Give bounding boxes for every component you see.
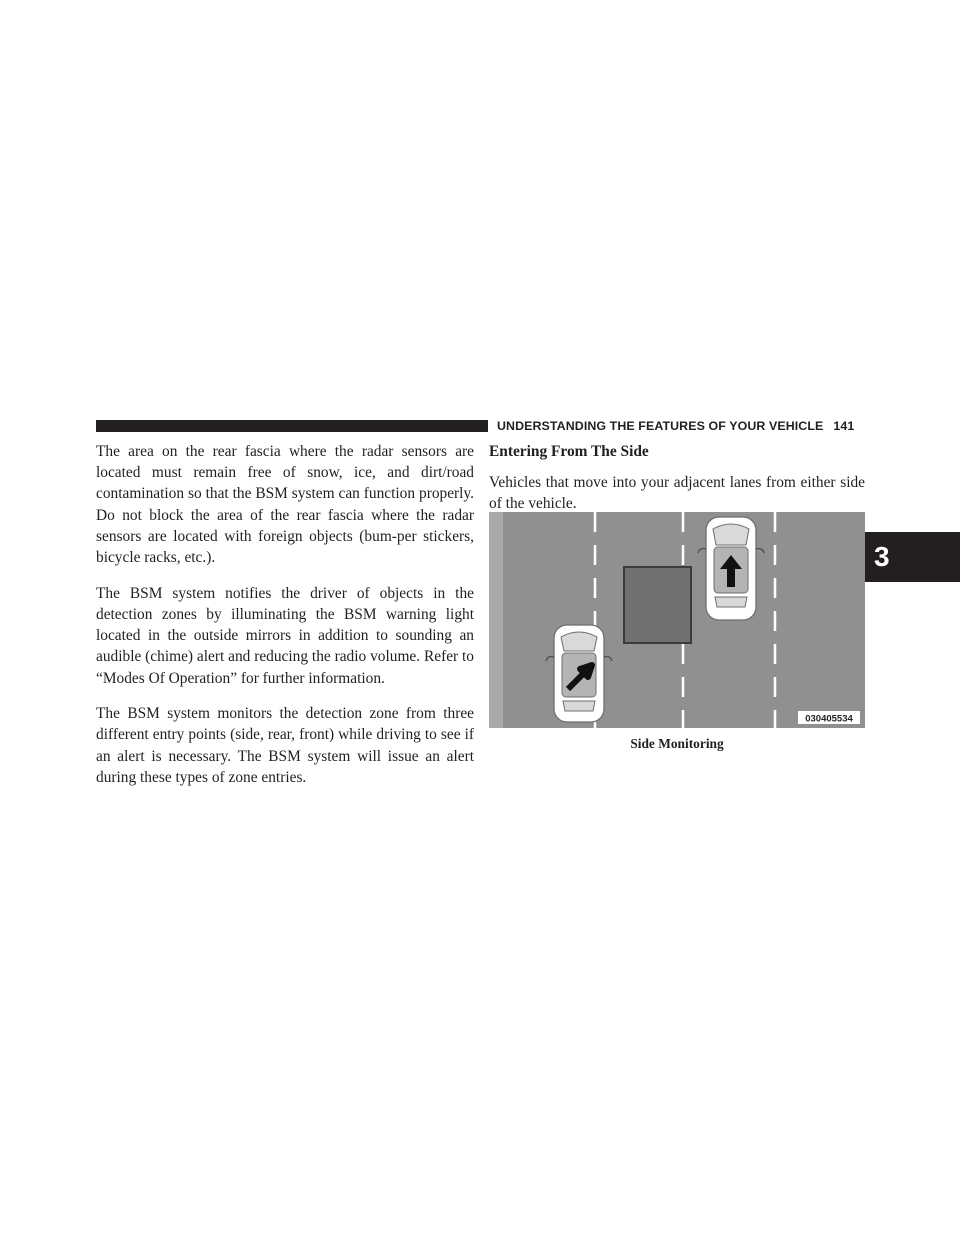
running-header — [497, 417, 863, 435]
paragraph-sensor-area: The area on the rear fascia where the radar sensors are located must remain free of snow, ice, and dirt/road contamination so that the BSM system can function properly. Do not block the area of the rear fascia where the radar sensors are located with foreign objects (bum-per stickers, bicycle racks, etc.). — [96, 443, 474, 567]
section-heading: Entering From The Side — [489, 443, 649, 460]
page-number: 141 — [833, 419, 855, 433]
left-column — [96, 441, 474, 803]
vehicle-entering-from-side — [546, 625, 612, 722]
side-monitoring-figure — [489, 512, 865, 728]
section-title: UNDERSTANDING THE FEATURES OF YOUR VEHICLE — [497, 419, 824, 433]
paragraph-notification: The BSM system notifies the driver of objects in the detection zones by illuminating the BSM warning light located in the outside mirrors in addition to sounding an audible (chime) alert and reducing the radio volume. Refer to “Modes Of Operation” for further information. — [96, 584, 474, 687]
header-rule — [96, 420, 488, 432]
figure-caption: Side Monitoring — [630, 736, 724, 751]
figure-code: 030405534 — [805, 713, 853, 725]
detection-zone — [624, 567, 691, 643]
right-column — [489, 441, 865, 515]
side-monitoring-illustration — [489, 512, 865, 728]
chapter-tab: 3 — [859, 532, 960, 582]
road-shoulder — [489, 512, 503, 728]
paragraph-side-entry: Vehicles that move into your adjacent lanes from either side of the vehicle. — [489, 474, 865, 513]
vehicle-adjacent-lane — [698, 517, 764, 620]
paragraph-entry-points: The BSM system monitors the detection zone from three different entry points (side, rear, front) while driving to see if an alert is necessary. The BSM system will issue an alert during these types of zone entries. — [96, 705, 474, 786]
